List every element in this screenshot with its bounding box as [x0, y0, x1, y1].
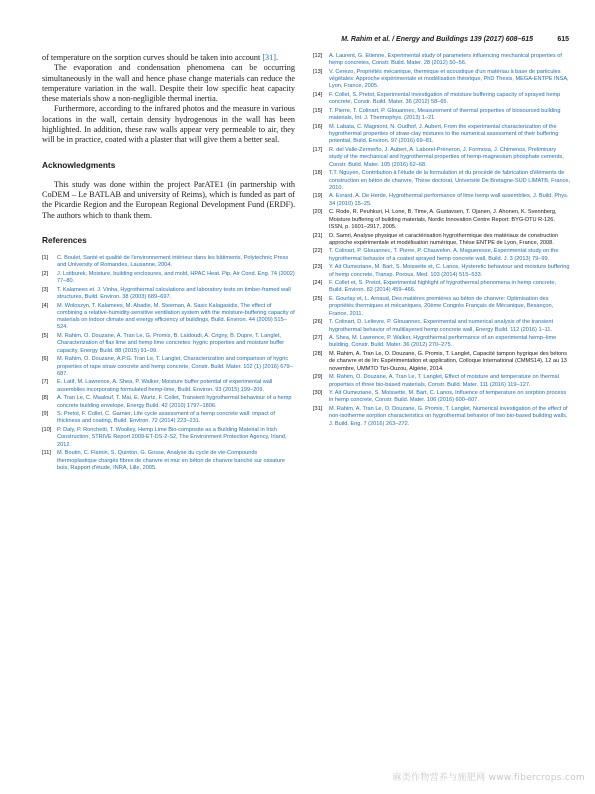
reference-text: M. Woloszyn, T. Kalamees, M. Abadie, M. Steeman, A. Sasic Kalagasidis, The effect of combining a relative-humidity-sensitive ventilation system with the moisture-buffering capacity of materials on indoor climate and energy efficiency of buildings, Build. Environ. 44 (2009) 515–524. — [57, 302, 295, 331]
reference-text: E. Gourlay et, L. Arnaud, Des matières premières au béton de chanvre: Optimisation des propriétés thermiques et mécaniques, 20ème Congrès Français de Mécanique, Besançon, France, 2011. — [329, 296, 554, 317]
reference-number: [31] — [313, 406, 323, 412]
reference-number: [20] — [313, 209, 323, 216]
reference-item[interactable] — [313, 296, 571, 318]
reference-number: [10] — [42, 427, 52, 434]
left-column — [42, 53, 295, 473]
acknowledgments-heading: Acknowledgments — [42, 159, 116, 170]
body-paragraph-3: Furthermore, according to the infrared photos and the measure in various locations in the wall, certain density hydrogenous in the wall has been highlighted. In addition, these raw walls appear very permeable to air, they will be in practice, coated with a plaster that will give them a better seal. — [42, 104, 295, 145]
reference-item[interactable] — [42, 395, 295, 410]
reference-text: A. Tran Le, C. Maalouf, T. Mai, E. Wurtz, F. Collet, Transient hygrothermal behaviour of a hemp concrete building envelope, Energy Build. 42 (2010) 1797–1806. — [57, 395, 292, 409]
reference-number: [11] — [42, 450, 51, 457]
reference-item[interactable] — [313, 406, 571, 428]
reference-item[interactable] — [42, 271, 295, 286]
reference-text: Y. Ait Oumeziane, M. Bart, S. Moissette et, C. Lanos, Hysteretic behaviour and moisture buffering of hemp concrete, Transp. Porous. Med. 103 (2014) 515–533. — [329, 264, 570, 278]
reference-text: S. Pretot, F. Collet, C. Garnier, Life cycle assessment of a hemp concrete wall: impact of thickness and coating, Build. Environ. 72 (2014) 223–231. — [57, 411, 275, 425]
reference-item[interactable] — [313, 248, 571, 263]
body-paragraph-1: of temperature on the sorption curves should be taken into account [31]. — [42, 53, 279, 62]
references-heading: References — [42, 234, 87, 245]
reference-item[interactable] — [313, 390, 571, 405]
right-column — [313, 53, 571, 429]
reference-item[interactable] — [313, 209, 571, 231]
reference-number: [17] — [313, 147, 323, 154]
reference-number: [18] — [313, 170, 323, 177]
reference-number: [3] — [42, 286, 49, 293]
reference-number: [23] — [313, 264, 323, 271]
reference-item[interactable] — [42, 333, 295, 355]
reference-number: [21] — [313, 232, 323, 239]
citation-link[interactable]: [31] — [262, 53, 276, 62]
reference-number: [19] — [313, 193, 323, 200]
reference-item[interactable] — [313, 233, 571, 248]
reference-text: V. Cerezo, Propriétés mécanique, thermique et acoustique d'un matériau à base de particules végétales: Approche expérimentale et modélisation théorique, PhD Thesis, MEGA-ENTPE INSA, Lyon, France, 2005. — [329, 68, 569, 90]
reference-text: A. Evrard, A. De Herde, Hygrothermal performance of lime hemp wall assemblies, J. Build. Phys. 34 (2010) 15–25. — [329, 193, 569, 207]
watermark: 麻类作物营养与施肥网 www.fibercrops.com — [392, 773, 585, 783]
reference-item[interactable] — [313, 264, 571, 279]
reference-number: [1] — [42, 254, 49, 261]
reference-item[interactable] — [313, 335, 571, 350]
reference-item[interactable] — [313, 170, 571, 192]
reference-text: M. Rahim, A. Tran Le, O. Douzane, G. Promis, T. Langlet, Numerical investigation of the effect of non-isotherme sorption characteristics on hygrothermal behavior of two bio-based building walls, J. Build. Eng. 7 (2016) 263–272. — [329, 406, 568, 427]
reference-text: Y. Ait Oumeziane, S. Moissette, M. Bart, C. Lanos, Influence of temperature on sorption process in hemp concrete, Constr. Build. Mater. 106 (2016) 600–607. — [329, 390, 567, 404]
reference-item[interactable] — [313, 92, 571, 107]
reference-number: [5] — [42, 333, 49, 340]
reference-item[interactable] — [42, 427, 295, 449]
reference-item[interactable] — [313, 193, 571, 208]
reference-list-right — [313, 53, 571, 428]
reference-item[interactable] — [42, 379, 295, 394]
reference-item[interactable] — [313, 280, 571, 295]
reference-number: [22] — [313, 248, 323, 255]
reference-text: A. Shea, M. Lawrence, P. Walker, Hygrothermal performance of an experimental hemp–lime building, Constr. Build. Mater. 36 (2012) 270–275. — [329, 335, 557, 349]
reference-text: P. Daly, P. Ronchetti, T. Woolley, Hemp Lime Bio-composite as a Building Material in Irish Construction, STRIVE Report 2009-ET-DS-2-S2, The Environment Protection Agency, Irland, 2012. — [57, 427, 287, 448]
reference-item[interactable] — [42, 255, 295, 270]
reference-item[interactable] — [313, 351, 571, 373]
reference-item[interactable] — [313, 53, 571, 68]
reference-item[interactable] — [313, 108, 571, 123]
reference-number: [4] — [42, 302, 49, 309]
reference-item[interactable] — [313, 374, 571, 389]
reference-text: T. Colinart, P. Glouannec, T. Pierre, P. Chauvelon, A. Magueresse, Experimental study on the hygrothermal behavior of a coated sprayed hemp concrete wall, Build. J. 3 (2013) 79–99. — [329, 248, 559, 262]
reference-text: F. Collet et, S. Pretot, Experimental highlight of hygrothermal phenomena in hemp concrete, Build. Environ. 82 (2014) 459–466. — [329, 280, 556, 294]
reference-number: [14] — [313, 92, 323, 99]
page-number: 615 — [557, 36, 569, 43]
reference-text: C. Boulet, Santé et qualité de l'environnement intérieur dans les bâtiments, Polytechnic Press and University of Romandes, Lausanne, 2004. — [57, 254, 289, 269]
reference-text: T. Pierre, T. Colinart, P. Glouannec, Measurement of thermal properties of biosourced building materials, Int. J. Thermophys. (2013) 1–21. — [329, 107, 561, 122]
running-head — [42, 36, 569, 48]
reference-number: [9] — [42, 411, 49, 418]
reference-number: [6] — [42, 356, 49, 363]
reference-number: [7] — [42, 379, 49, 386]
reference-number: [2] — [42, 270, 49, 277]
acknowledgments-text: This study was done within the project ParATE1 (in partnership with CoDEM – Le BATLAB and university of Reims), which is funded as part of the Picardie Region and the European Regional Development Fund (ERDF). The authors which to thank them. — [42, 179, 295, 220]
body-paragraph-2: The evaporation and condensation phenomena can be occurring simultaneously in the wall and hence phase change materials can reduce the temperature variation in the wall. Despite their low specific heat capacity these materials show a non-negligible thermal inertia. — [42, 63, 295, 104]
reference-number: [29] — [313, 374, 323, 381]
reference-number: [8] — [42, 395, 49, 402]
reference-text: M. Rahim, O. Douzane, A.P.G. Tran Le, T. Langlet, Characterization and comparison of hygric properties of rape straw concrete and hemp concrete, Constr. Build. Mater. 102 (1) (2016) 679–687. — [57, 356, 293, 377]
reference-text: M. Boutin, C. Flamin, S. Quinton, G. Gosse, Analyse du cycle de vie-Compounds thermoplastique chargés fibres de chanvre et mur en béton de chanvre banché sur ossature bois, Rapport d'étude, INRA, Lille, 2005. — [57, 450, 285, 471]
reference-number: [26] — [313, 319, 323, 326]
reference-text: M. Rahim, O. Douzane, A. Tran Le, G. Promis, B. Laidoudi, A. Crigny, B. Dupre, T. Langlet, Characterization of flax lime and hemp lime concretes: hygric properties and moisture buffer capacity, Energy Build. 88 (2015) 91–99. — [57, 333, 285, 354]
reference-text: T.T. Nguyen, Contribution à l'étude de la formulation et du procédé de fabrication d'éléments de construction en béton de chanvre, Thèse doctorat, Université De Bretagne-SUD LIMATB, France, 2010. — [329, 170, 571, 191]
reference-item[interactable] — [313, 147, 571, 169]
reference-item[interactable] — [313, 319, 571, 334]
reference-text: T. Kalamees et. J. Vinha, Hygrothermal calculations and laboratory tests on timber-framed wall structures, Build. Environ. 38 (2003) 689–697. — [57, 286, 291, 300]
reference-item[interactable] — [42, 303, 295, 332]
reference-number: [28] — [313, 351, 323, 358]
reference-number: [13] — [313, 68, 323, 75]
reference-item[interactable] — [42, 356, 295, 378]
reference-item[interactable] — [42, 287, 295, 302]
reference-text: T. Colinart, D. Lelievre, P. Glouannec, Experimental and numerical analysis of the transient hygrothermal behavior of multilayered hemp concrete wall, Energy Build. 112 (2016) 1–11. — [329, 319, 554, 333]
reference-number: [15] — [313, 107, 323, 114]
reference-text: R. del Valle-Zermeño, J. Aubert, A. Laborel-Préneron, J. Formosa, J. Chimenos, Preliminary study of the mechanical and hygrothermal properties of hemp-magnesium phosphate cements, Constr. Build. Mater. 105 (2016) 62–68. — [329, 147, 564, 168]
reference-text: J. Lstiburek, Moisture, building enclosures, and mold, HPAC Heat. Pip. Air Cond. Eng. 74 (2002) 77–80. — [57, 270, 295, 285]
reference-item[interactable] — [42, 411, 295, 426]
reference-number: [25] — [313, 296, 323, 303]
reference-number: [16] — [313, 123, 323, 130]
reference-text: D. Samri, Analyse physique et caractérisation hygrothermique des matériaux de construction approche expérimentale et modélisation numérique, Thèse ENTPE de Lyon, France, 2008. — [329, 232, 559, 246]
journal-citation: M. Rahim et al. / Energy and Buildings 139 (2017) 608–615 — [341, 36, 533, 43]
reference-number: [12] — [313, 53, 323, 59]
reference-text: M. Labata, C. Magniont, N. Oudhof, J. Aubert, From the experimental characterization of the hygrothermal properties of straw-clay mixtures to the numerical assessment of their buffering potential, Build. Environ. 97 (2016) 69–81. — [329, 123, 559, 145]
reference-number: [30] — [313, 390, 323, 397]
reference-item[interactable] — [313, 69, 571, 91]
reference-text: A. Laurent, G. Etienne, Experimental study of parameters influencing mechanical properties of hemp concretes, Constr. Build. Mater. 28 (2012) 50–56. — [329, 53, 562, 67]
reference-item[interactable] — [42, 450, 295, 472]
reference-item[interactable] — [313, 124, 571, 146]
reference-text: M. Rahim, O. Douzane, A. Tran Le, T. Langlet, Effect of moisture and temperature on thermal properties of three bio-based materials, Constr. Build. Mater. 111 (2016) 119–127. — [329, 374, 559, 388]
reference-text: M. Rahim, A. Tran Le, O. Douzane, G. Promis, T. Langlet, Capacité tampon hygrique des bétons de chanvre et de lin: Expérimentation et application, Colloque International (CMMS14), 12 au 13 novembre, UMMTO Tizi-Ouzou, Algérie, 2014. — [329, 351, 568, 372]
reference-list-left — [42, 255, 295, 472]
reference-text: E. Latif, M. Lawrence, A. Shea, P. Walker, Moisture buffer potential of experimental wall assemblies incorporating formulated hemp-lime, Build. Environ. 93 (2015) 199–209. — [57, 379, 273, 393]
reference-text: C. Rode, R. Peuhkuri, H. Lone, B. Time, A. Gustavsen, T. Ojanen, J. Ahonen, K. Svennberg, Moisture buffering of building materials, Nordic Innovation Centre Report: BYG-DTU R-126. ISSN, p. 1601–2917, 2005. — [329, 209, 557, 230]
reference-number: [27] — [313, 335, 323, 342]
reference-text: F. Collet, S. Pretot, Experimental investigation of moisture buffering capacity of sprayed hemp concrete, Constr. Build. Mater. 36 (2012) 58–65. — [329, 92, 561, 106]
reference-number: [24] — [313, 280, 323, 287]
